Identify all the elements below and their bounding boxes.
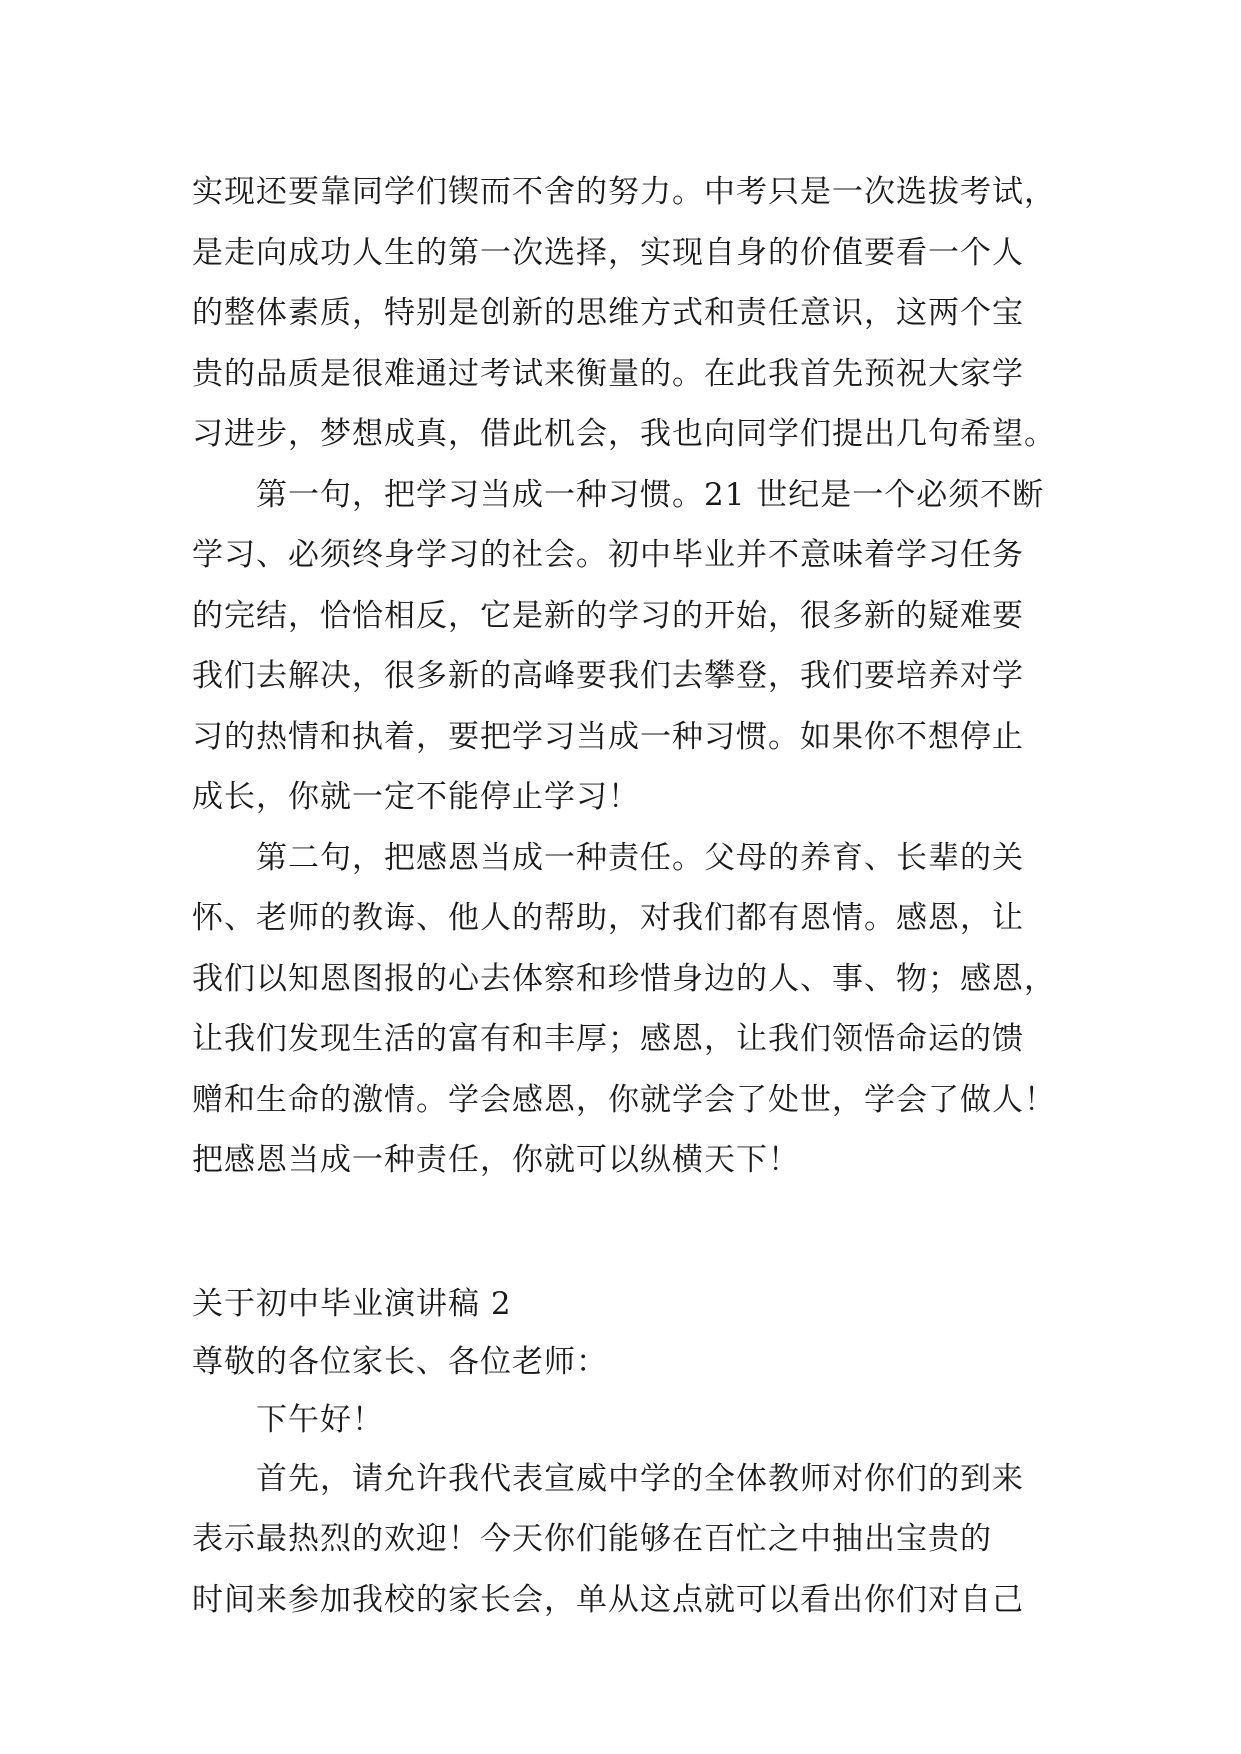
paragraph-first-wish: [192, 465, 1092, 828]
greeting: 下午好！: [256, 1401, 384, 1438]
text-line: 让我们发现生活的富有和丰厚；感恩，让我们领悟命运的馈: [192, 1021, 1024, 1057]
section-2: [192, 1275, 1092, 1631]
text-line: 学习、必须终身学习的社会。初中毕业并不意味着学习任务: [192, 537, 1024, 573]
text-line: 实现还要靠同学们锲而不舍的努力。中考只是一次选拔考试，: [192, 174, 1056, 210]
text-line: 成长，你就一定不能停止学习！: [192, 779, 640, 815]
text-line: 把感恩当成一种责任，你就可以纵横天下！: [192, 1142, 800, 1178]
text-line: 贵的品质是很难通过考试来衡量的。在此我首先预祝大家学: [192, 355, 1024, 392]
text-line: 是走向成功人生的第一次选择，实现自身的价值要看一个人: [192, 234, 1024, 271]
text-line: 习进步，梦想成真，借此机会，我也向同学们提出几句希望。: [192, 416, 1056, 452]
text-line: 我们以知恩图报的心去体察和珍惜身边的人、事、物；感恩，: [192, 960, 1056, 997]
text-line: 怀、老师的教诲、他人的帮助，对我们都有恩情。感恩，让: [192, 900, 1024, 936]
text-line: 习的热情和执着，要把学习当成一种习惯。如果你不想停止: [192, 718, 1024, 755]
section-title: 关于初中毕业演讲稿 2: [192, 1285, 512, 1322]
text-line: 时间来参加我校的家长会，单从这点就可以看出你们对自己: [192, 1581, 1024, 1618]
text-line: 赠和生命的激情。学会感恩，你就学会了处世，学会了做人！: [192, 1081, 1056, 1118]
text-line: 的整体素质，特别是创新的思维方式和责任意识，这两个宝: [192, 295, 1024, 331]
paragraph-second-wish: [192, 828, 1092, 1191]
salutation: 尊敬的各位家长、各位老师：: [192, 1343, 608, 1380]
paragraph-continued: [192, 162, 1092, 465]
text-line: 的完结，恰恰相反，它是新的学习的开始，很多新的疑难要: [192, 597, 1024, 634]
paragraph-opening: [192, 1449, 1092, 1631]
document-body: [192, 162, 1092, 1630]
text-line: 第二句，把感恩当成一种责任。父母的养育、长辈的关: [256, 839, 1024, 876]
text-line: 表示最热烈的欢迎！今天你们能够在百忙之中抽出宝贵的: [192, 1521, 992, 1557]
text-line: 首先，请允许我代表宣威中学的全体教师对你们的到来: [256, 1460, 1024, 1497]
text-line: 我们去解决，很多新的高峰要我们去攀登，我们要培养对学: [192, 658, 1024, 694]
section-gap: [192, 1191, 1092, 1275]
text-line: 第一句，把学习当成一种习惯。21 世纪是一个必须不断: [256, 476, 1045, 513]
